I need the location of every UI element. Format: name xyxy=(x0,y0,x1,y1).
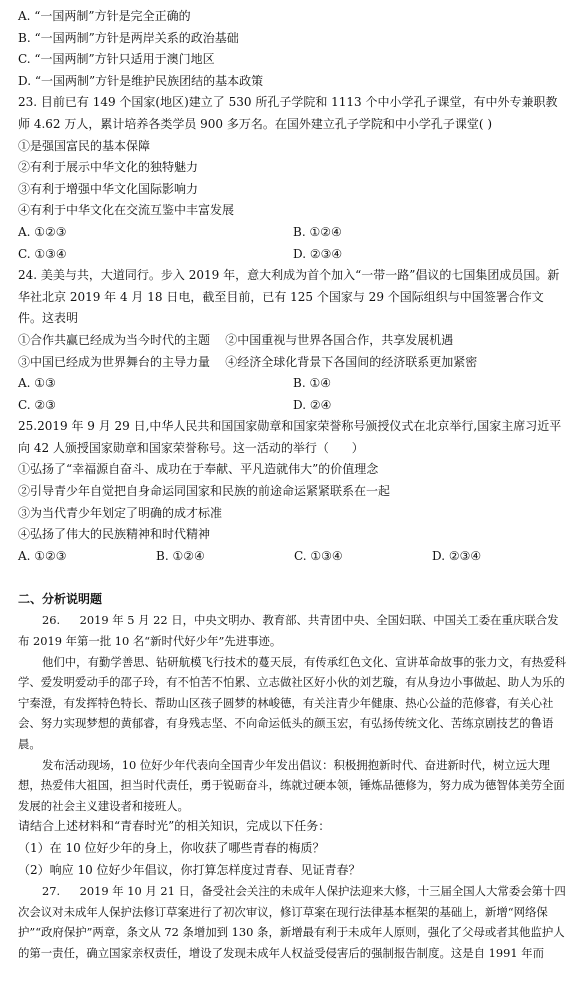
q23-stem: 23. 目前已有 149 个国家(地区)建立了 530 所孔子学院和 1113 个中小学孔子课堂，有中外专兼职教师 4.62 万人，累计培养各类学员 900 多万名。在国外建立孔子学院和中小学孔子课堂( ) xyxy=(18,95,558,131)
q25-item-1: ①弘扬了“幸福源自奋斗、成功在于奉献、平凡造就伟大”的价值理念 xyxy=(18,462,379,477)
q27-paragraph-1 xyxy=(18,881,566,963)
q26-subquestion-1: （1）在 10 位好少年的身上，你收获了哪些青春的梅质？ xyxy=(18,840,325,855)
q26-paragraph-2: 他们中，有勤学善思、钻研航模飞行技术的蔓天辰，有传承红色文化、宣讲革命故事的张力文，有热爱科学、爱发明爱动手的邵子玲，有不怕苦不怕累、立志做社区好小伙的刘艺璇，有从身边小事做起、助人为乐的宁秦澄，有发挥特色特长、帮助山区孩子圆梦的林峻德，有关注青少年健康、热心公益的范修睿，有关心社会、努力实现梦想的黄郁睿，有身残志坚、不向命运低头的颜玉宏，有弘扬传统文化、苦练京剧技艺的鲁语晨。 xyxy=(18,654,566,751)
q25-item-3: ③为当代青少年划定了明确的成才标准 xyxy=(18,505,223,520)
q24-option-d: D. ②④ xyxy=(293,397,332,412)
q25-stem: 25.2019 年 9 月 29 日,中华人民共和国国家勋章和国家荣誉称号颁授仪式在北京举行,国家主席习近平向 42 人颁授国家勋章和国家荣誉称号。这一活动的举行（ ） xyxy=(18,419,562,455)
q22-option-d: D. “一国两制”方针是维护民族团结的基本政策 xyxy=(18,73,264,88)
q22-option-a: A. “一国两制”方针是完全正确的 xyxy=(18,9,191,23)
q22-option-c: C. “一国两制”方针只适用于澳门地区 xyxy=(18,52,215,67)
q23-option-a: A. ①②③ xyxy=(18,224,67,239)
section-2-title: 二、分析说明题 xyxy=(18,592,103,607)
q24-option-a: A. ①③ xyxy=(18,376,56,391)
q24-option-c: C. ②③ xyxy=(18,397,56,412)
q22-option-b: B. “一国两制”方针是两岸关系的政治基础 xyxy=(18,30,239,45)
q25-options-row xyxy=(18,546,566,568)
q24-options-row-2 xyxy=(18,395,566,417)
q24-stem: 24. 美美与共，大道同行。步入 2019 年，意大利成为首个加入“一带一路”倡议的七国集团成员国。新华社北京 2019 年 4 月 18 日电，截至目前，已有 125 个国家与 29 个国际组织与中国签署合作文件。这表明 xyxy=(18,268,560,326)
q26-task: 请结合上述材料和“青春时光”的相关知识，完成以下任务： xyxy=(18,819,331,834)
q26-paragraph-3: 发布活动现场，10 位好少年代表向全国青少年发出倡议：积极拥抱新时代、奋进新时代，树立远大理想，热爱伟大祖国，担当时代责任，勇于锐砺奋斗，练就过硬本领，锤炼品德修为，努力成为德智体美劳全面发展的社会主义建设者和接班人。 xyxy=(18,757,565,813)
q26-paragraph-1 xyxy=(18,610,566,651)
q25-option-c: C. ①③④ xyxy=(294,548,343,563)
q25-item-4: ④弘扬了伟大的民族精神和时代精神 xyxy=(18,527,211,542)
q24-items-line-2: ③中国已经成为世界舞台的主导力量 ④经济全球化背景下各国间的经济联系更加紧密 xyxy=(18,354,478,369)
q24-items-line-1: ①合作共赢已经成为当今时代的主题 ②中国重视与世界各国合作，共享发展机遇 xyxy=(18,332,454,347)
q26-p1-text: 2019 年 5 月 22 日，中央文明办、教育部、共青团中央、全国妇联、中国关工委在重庆联合发布 2019 年第一批 10 名“新时代好少年”先进事迹。 xyxy=(18,613,559,649)
q24-option-b: B. ①④ xyxy=(293,376,331,391)
q23-item-3: ③有利于增强中华文化国际影响力 xyxy=(18,181,199,196)
section-gap xyxy=(18,567,566,581)
q23-option-b: B. ①②④ xyxy=(293,224,342,239)
q23-item-2: ②有利于展示中华文化的独特魅力 xyxy=(18,160,199,175)
q24-options-row-1 xyxy=(18,373,566,395)
q27-number: 27. xyxy=(42,884,61,899)
q26-number: 26. xyxy=(42,613,61,628)
q23-item-4: ④有利于中华文化在交流互鉴中丰富发展 xyxy=(18,203,235,218)
q23-option-c: C. ①③④ xyxy=(18,246,67,261)
q23-option-d: D. ②③④ xyxy=(293,246,343,261)
q25-item-2: ②引导青少年自觉把自身命运同国家和民族的前途命运紧紧联系在一起 xyxy=(18,484,391,499)
q23-options-row-2 xyxy=(18,244,566,266)
q25-option-d: D. ②③④ xyxy=(432,548,482,563)
q23-item-1: ①是强国富民的基本保障 xyxy=(18,138,151,153)
q25-option-b: B. ①②④ xyxy=(156,548,205,563)
q27-p1-text: 2019 年 10 月 21 日，备受社会关注的未成年人保护法迎来大修，十三届全国人大常委会第十四次会议对未成年人保护法修订草案进行了初次审议，修订草案在现行法律基本框架的基础上，新增“网络保护”“政府保护”两章，条文从 72 条增加到 130 条，新增最有利于未成年人原则，强化了父母或者其他监护人的第一责任，确立国家亲权责任，增设了发现未成年人权益受侵害后的强制报告制度。这是自 1991 年而 xyxy=(18,884,566,960)
q26-subquestion-2: （2）响应 10 位好少年倡议，你打算怎样度过青春、见证青春？ xyxy=(18,862,361,877)
q23-options-row-1 xyxy=(18,222,566,244)
q25-option-a: A. ①②③ xyxy=(18,548,67,563)
